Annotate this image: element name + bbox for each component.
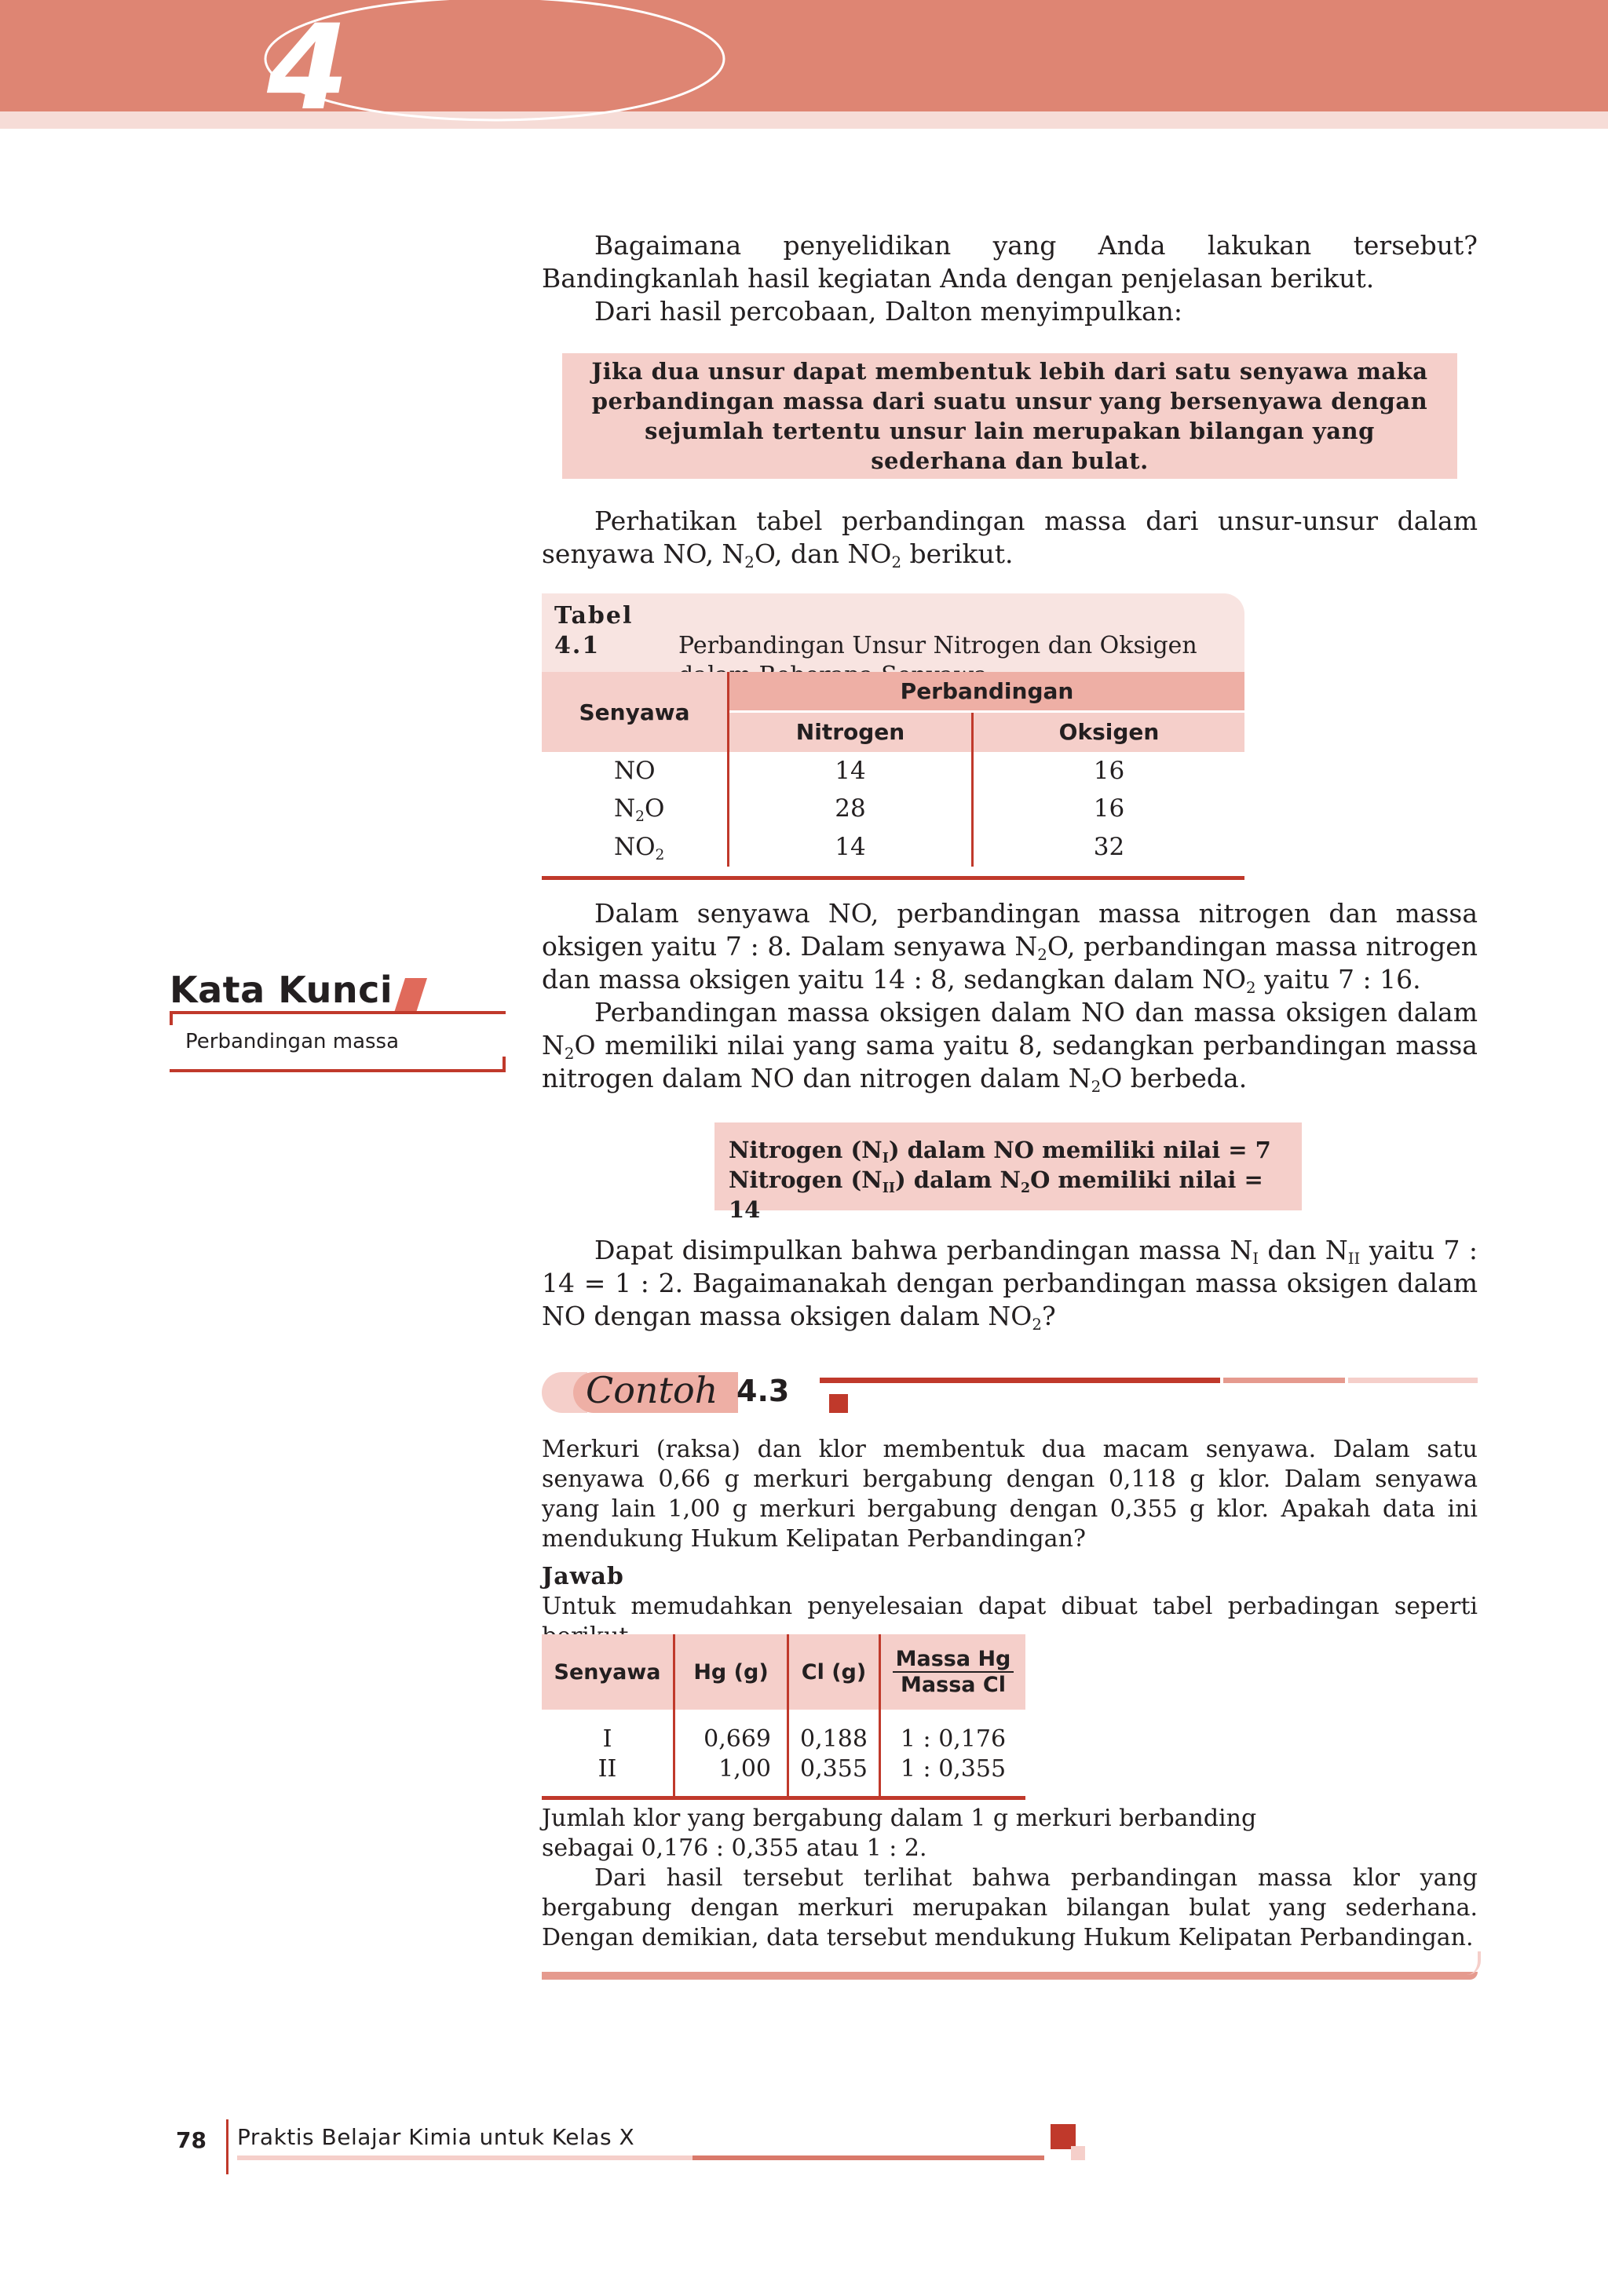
chapter-number-ornament bbox=[236, 0, 769, 137]
dalton-law-text: Jika dua unsur dapat membentuk lebih dari satu senyawa maka perbandingan massa dari suatu unsur yang bersenyawa dengan sejumlah tertentu unsur lain merupakan bilangan yang sederhana dan bulat. bbox=[591, 358, 1428, 474]
th-perbandingan: Perbandingan bbox=[729, 672, 1245, 711]
table-4-1 bbox=[542, 672, 1244, 880]
book-title: Praktis Belajar Kimia untuk Kelas X bbox=[237, 2124, 635, 2150]
contoh-number: 4.3 bbox=[736, 1374, 790, 1408]
answer-intro: Untuk memudahkan penyelesaian dapat dibuat tabel perbadingan seperti berikut. bbox=[542, 1593, 1478, 1650]
intro-paragraph bbox=[542, 229, 1478, 328]
footer-rule bbox=[237, 2155, 693, 2160]
th-nitrogen: Nitrogen bbox=[729, 711, 973, 752]
table-caption: Tabel 4.1 Perbandingan Unsur Nitrogen dan Oksigen bbox=[554, 602, 1197, 659]
table-intro-paragraph: Perhatikan tabel perbandingan massa dari unsur-unsur dalam senyawa NO, $N_2O$, dan $NO_2$ berikut. bbox=[542, 506, 1478, 572]
contoh-label: Contoh bbox=[586, 1369, 718, 1411]
footer-square-small bbox=[1071, 2146, 1085, 2160]
footer-divider bbox=[226, 2119, 228, 2174]
table-label: Tabel 4.1 bbox=[554, 602, 634, 659]
intro-line2: Dari hasil percobaan, Dalton menyimpulkan: bbox=[594, 296, 1182, 327]
chapter-number: 4 bbox=[267, 0, 349, 137]
kata-kunci-item: Perbandingan massa bbox=[185, 1030, 400, 1053]
contoh-header bbox=[542, 1366, 1478, 1421]
nitrogen-box: Nitrogen $(N_I)$ dalam NO memiliki nilai = 7 Nitrogen $(N_{II})$ dalam $N_2O$ memiliki nilai = 14 bbox=[714, 1122, 1302, 1210]
table-row: II 1,00 0,355 1 : 0,355 bbox=[542, 1754, 1025, 1783]
table-row: $NO_2$ 14 32 bbox=[542, 827, 1244, 867]
kata-kunci-title: Kata Kunci bbox=[170, 969, 393, 1011]
table-bottom-rule bbox=[542, 876, 1244, 880]
dalton-law-box bbox=[562, 353, 1457, 479]
ratio-paragraph: Dalam senyawa NO, perbandingan massa nitrogen dan massa oksigen yaitu 7 : 8. Dalam senyawa $N_2O$, perbandingan massa nitrogen dan massa oksigen yaitu 14 : 8, sedangkan dalam $NO_2$ yaitu 7 : 16. Perbandingan massa oksigen dalam NO dan massa oksigen dalam $N_2O$ memiliki nilai yang sama yaitu 8, sedangkan perbandingan massa nitrogen dalam NO dan nitrogen dalam $N_2O$ berbeda. bbox=[542, 898, 1478, 1097]
th-senyawa: Senyawa bbox=[542, 672, 729, 752]
table-row: NO 14 16 bbox=[542, 752, 1244, 790]
intro-line1: Bagaimana penyelidikan yang Anda lakukan tersebut? Bandingkanlah hasil kegiatan Anda dengan penjelasan berikut. bbox=[542, 230, 1478, 294]
contoh-conclusion: Jumlah klor yang bergabung dalam 1 g merkuri berbanding sebagai 0,176 : 0,355 atau 1 : 2. Dari hasil tersebut terlihat bahwa perbandingan massa klor yang bergabung dengan merkuri merupakan bilangan bulat yang sederhana. Dengan demikian, data tersebut mendukung Hukum Kelipatan Perbandingan. bbox=[542, 1805, 1478, 1951]
slash-ornament bbox=[394, 978, 427, 1013]
kata-kunci-box bbox=[166, 965, 506, 1075]
table-row: I 0,669 0,188 1 : 0,176 bbox=[542, 1724, 1025, 1754]
jawab-label: Jawab bbox=[542, 1563, 624, 1590]
contoh-question: Merkuri (raksa) dan klor membentuk dua macam senyawa. Dalam satu senyawa 0,66 g merkuri bergabung dengan 0,118 g klor. Dalam senyawa yang lain 1,00 g merkuri bergabung dengan 0,355 g klor. Apakah data ini mendukung Hukum Kelipatan Perbandingan? bbox=[542, 1436, 1478, 1553]
conclusion-paragraph: Dapat disimpulkan bahwa perbandingan massa $N_I$ dan $N_{II}$ yaitu 7 : 14 = 1 : 2. Bagaimanakah dengan perbandingan massa oksigen dalam NO dengan massa oksigen dalam $NO_2$? bbox=[542, 1235, 1478, 1334]
mercury-table: Senyawa Hg (g) Cl (g) Massa Hg Massa Cl I 0,669 0,188 1 : 0,176 II 1,00 0,355 1 : 0,355 bbox=[542, 1634, 1025, 1800]
th-oksigen: Oksigen bbox=[973, 711, 1245, 752]
table-row: $N_2O$ 28 16 bbox=[542, 790, 1244, 827]
contoh-closing-rule bbox=[542, 1951, 1478, 1983]
footer-rule-dark bbox=[693, 2155, 1044, 2160]
contoh-square bbox=[829, 1394, 848, 1413]
page-number: 78 bbox=[176, 2127, 206, 2153]
